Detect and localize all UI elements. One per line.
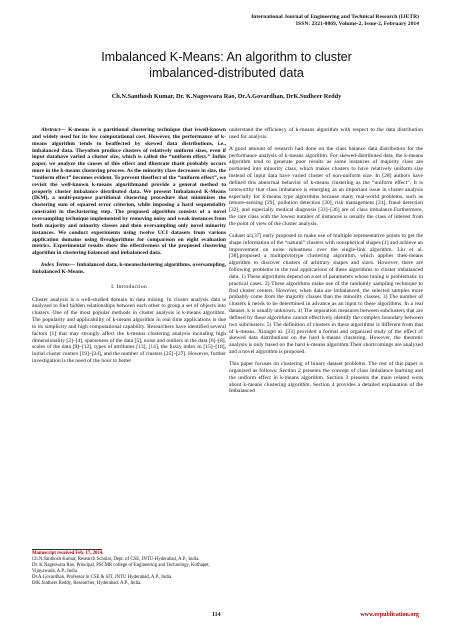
- section-heading-introduction: I. Introduction: [111, 283, 147, 290]
- publisher-website-link[interactable]: www.erpublication.org: [360, 612, 419, 618]
- right-paragraph-4: This paper focuses on clustering of binary dataset problems. The rest of this paper is organized as follows: Section 2 presents the concept of class imbalance learning and the uniform effect in k-means algorithm. Section 3 presents the main related work about k-means clustering algorithm. Section 4 provides a detailed explanation of the Imbalanced: [229, 361, 423, 395]
- footnote-rule: [32, 549, 102, 550]
- paper-title: [30, 49, 423, 81]
- footnote-author-1: Ch.N.Santhosh Kumar, Research Scholar, Dept. of CSE, JNTU-Hyderabad, A.P., India.: [32, 557, 200, 563]
- journal-issn: ISSN: 2321-0869, Volume-2, Issue-2, February 2014: [295, 21, 419, 28]
- index-terms-label: Index Terms—: [41, 262, 76, 269]
- title-line-1: Imbalanced K-Means: An algorithm to cluster: [101, 50, 352, 64]
- footnote-author-4: DrK.Sudheer Reddy, Researcher, Hyderabad. A.P., India.: [32, 581, 142, 587]
- manuscript-received: Manuscript received Feb. 17, 2014.: [32, 551, 104, 556]
- right-paragraph-1: understand the efficiency of k-means algorithm with respect to the data distribution used for analysis.: [229, 127, 423, 140]
- footnote-author-2: Dr. K.Nageswara Rao, Principal, PSCMR college of Engineering and Technology, Kothapet, Vijayawada, A.P., India.: [32, 563, 210, 575]
- intro-paragraph: Cluster analysis is a well-studied domain in data mining. In cluster analysis data is analyzed to find hidden relationships between each other to group a set of objects into clusters. One of the most popular methods in cluster analysis is k-means algorithm. The popularity and applicability of k-means algorithm in real time applications is due to its simplicity and high computational capability. Researchers have identified several factors [1] that may strongly affect the k-means clustering analysis including high dimensionality [2]–[4], sparseness of the data [5], noise and outliers in the data [6]–[8], scales of the data [9]–[12], types of attributes [13], [14], the fuzzy index m [15]–[18], initial cluster centers [19]–[24], and the number of clusters [25]–[27]. However, further investigation is the need of the hour to better: [32, 296, 226, 365]
- right-paragraph-3: Guhaet al.[37] early proposed to make use of multiple representative points to get the shape information of the “natural” clusters with nonspherical shapes [1] and achieve an improvement on noise robustness over the single-link algorithm. Liu et al. [38],proposed a multiprototype clustering algorithm, which applies thek-means algorithm to discover clusters of arbitrary shapes and sizes. However, there are following problems in the real applications of these algorithms to cluster imbalanced data. 1) These algorithms depend on a set of parameters whose tuning is problematic in practical cases. 2) These algorithms make use of the randomly sampling technique to find cluster centers. However, when data are imbalanced, the selected samples more probably come from the majority classes than the minority classes. 3) The number of clusters k needs to be determined in advance as an input to these algorithms. In a real dataset, k is usually unknown. 4) The separation measures between subclusters that are defined by these algorithms cannot effectively identify the complex boundary between two subclusters. 5) The definition of clusters in these algorithms is different from that of k-means. Xionget al. [33] provided a formal and organized study of the effect of skewed data distributions on the hard k-means clustering. However, the theoretic analysis is only based on the hard k-means algorithm.Their shortcomings are analyzed and a novel algorithm is proposed.: [229, 232, 423, 356]
- page-number: 114: [212, 612, 221, 618]
- right-paragraph-2: A good amount of research had done on the class balance data distribution for the performance analysis of k-means algorithm. For skewed-distributed data, the k-means algorithm tend to generate poor results as some instances of majority class are portioned into minority class, which makes clusters to have relatively uniform size instead of input data have varied cluster of non-uniform size. In [28] authors have defined this abnormal behavior of k-means clustering as the “uniform effect”. It is noteworthy that class imbalance is emerging as an important issue in cluster analysis especially for k-means type algorithms because many real-world problems, such as remote-sensing [29], pollution detection [30], risk management [31], fraud detection [32], and especially medical diagnosis [33]–[36] are of class imbalance.Furthermore, the rare class with the lowest number of instances is usually the class of interest from the point of view of the cluster analysis.: [229, 145, 423, 227]
- footnote-author-3: Dr.A.Govardhan, Professor in CSE & SIT, JNTU Hyderabad, A.P., India.: [32, 575, 173, 581]
- abstract: [32, 127, 226, 257]
- index-terms: [32, 262, 226, 276]
- title-line-2: imbalanced-distributed data: [149, 66, 304, 80]
- journal-name: International Journal of Engineering and Technical Research (IJETR): [251, 14, 419, 20]
- right-column: [229, 127, 423, 400]
- author-list: Ch.N.Santhosh Kumar, Dr. K.Nageswara Rao, Dr.A.Govardhan, DrK.Sudheer Reddy: [111, 93, 342, 100]
- author-footnote: [32, 549, 222, 588]
- abstract-text: K-means is a partitional clustering technique that iswell-known and widely used for its low computational cost. However, the performance of k-means algorithm tends to beaffected by skewed data distributions, i.e., imbalanced data. Theyoften produce clusters of relatively uniform sizes, even if input datahave varied a cluster size, which is called the “uniform effect.” Inthis paper, we analyze the causes of this effect and illustrate thatit probably occurs more in the k-means clustering process. As the minority class decreases in size, the “uniform effect” becomes evident. To prevent theeffect of the “uniform effect”, we revisit the well-known k-means algorithmand provide a general method to properly cluster imbalance distributed data. We present Imbalanced K-Means (IKM), a multi-purpose partitional clustering procedure that minimizes the clustering sum of squared error criterion, while imposing a hard sequentiality constraint in theclustering step. The proposed algorithm consists of a novel oversampling technique implemented by removing noisy and weak instances from both majority and minority classes and then oversampling only novel minority instances. We conduct experiments using twelve UCI datasets from various application domains using fivealgorithms for comparison on eight evaluation metrics. Experimental results show the effectiveness of the proposed clustering algorithm in clustering balanced and imbalanced data.: [32, 127, 226, 257]
- index-terms-text: Imbalanced data, k-meansclustering algorithms, oversampling, Imbalanced K-Means.: [32, 262, 226, 275]
- abstract-label: Abstract—: [41, 127, 66, 133]
- left-column: [32, 127, 226, 370]
- journal-header: [119, 14, 419, 29]
